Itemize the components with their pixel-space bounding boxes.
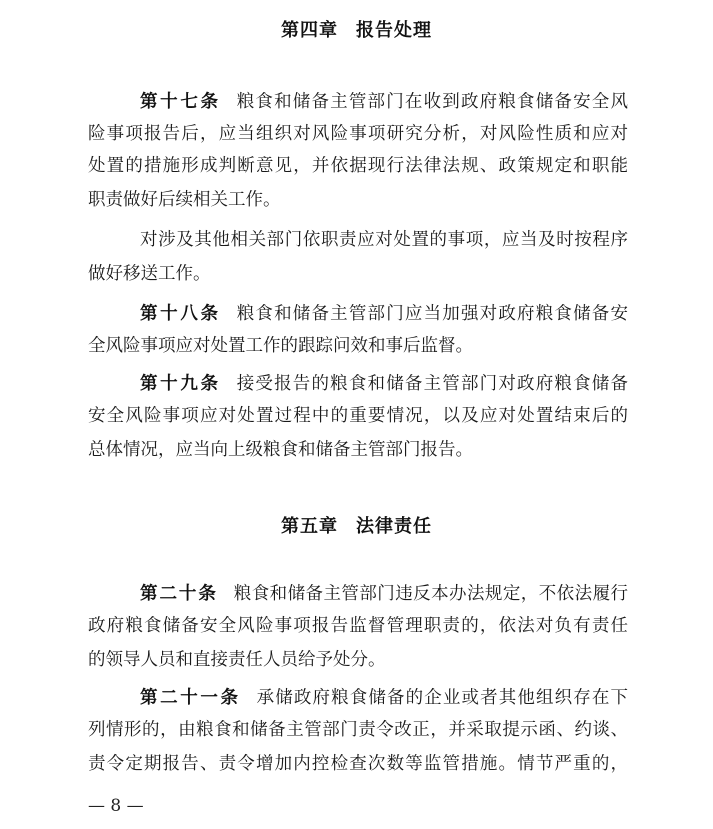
article-20-label: 第二十条 — [140, 584, 218, 604]
chapter-5-number: 第五章 — [281, 516, 338, 537]
article-21-line-3: 责令定期报告、责令增加内控检查次数等监管措施。情节严重的， — [88, 754, 628, 774]
article-21-label: 第二十一条 — [140, 688, 241, 708]
article-20-line-3: 的领导人员和直接责任人员给予处分。 — [88, 650, 386, 670]
article-17-line-4: 职责做好后续相关工作。 — [88, 190, 281, 210]
chapter-4-title: 报告处理 — [356, 20, 432, 41]
article-18-line-2: 全风险事项应对处置工作的跟踪问效和事后监督。 — [88, 336, 473, 356]
article-21-line-2: 列情形的，由粮食和储备主管部门责令改正，并采取提示函、约谈、 — [88, 720, 628, 740]
article-17-para-2-line-1: 对涉及其他相关部门依职责应对处置的事项，应当及时按程序 — [140, 230, 628, 250]
article-20-line-1: 第二十条 粮食和储备主管部门违反本办法规定，不依法履行 — [140, 584, 628, 604]
page-number: — 8 — — [88, 796, 144, 816]
article-17-line-2: 险事项报告后，应当组织对风险事项研究分析，对风险性质和应对 — [88, 124, 628, 144]
article-19-line-2: 安全风险事项应对处置过程中的重要情况，以及应对处置结束后的 — [88, 406, 628, 426]
article-17-para-2-line-2: 做好移送工作。 — [88, 264, 211, 284]
article-18-label: 第十八条 — [140, 304, 221, 324]
article-19-line-3: 总体情况，应当向上级粮食和储备主管部门报告。 — [88, 440, 473, 460]
article-18-line-1: 第十八条 粮食和储备主管部门应当加强对政府粮食储备安 — [140, 304, 628, 324]
article-20-line-2: 政府粮食储备安全风险事项报告监督管理职责的，依法对负有责任 — [88, 616, 628, 636]
article-19-line-1: 第十九条 接受报告的粮食和储备主管部门对政府粮食储备 — [140, 374, 628, 394]
article-17-line-3: 处置的措施形成判断意见，并依据现行法律法规、政策规定和职能 — [88, 156, 628, 176]
chapter-5-title: 法律责任 — [356, 516, 432, 537]
chapter-5-heading — [0, 512, 713, 538]
article-19-label: 第十九条 — [140, 374, 221, 394]
article-17-line-1: 第十七条 粮食和储备主管部门在收到政府粮食储备安全风 — [140, 92, 628, 112]
article-21-line-1: 第二十一条 承储政府粮食储备的企业或者其他组织存在下 — [140, 688, 628, 708]
chapter-4-heading — [0, 16, 713, 42]
chapter-4-number: 第四章 — [281, 20, 338, 41]
article-17-label: 第十七条 — [140, 92, 221, 112]
